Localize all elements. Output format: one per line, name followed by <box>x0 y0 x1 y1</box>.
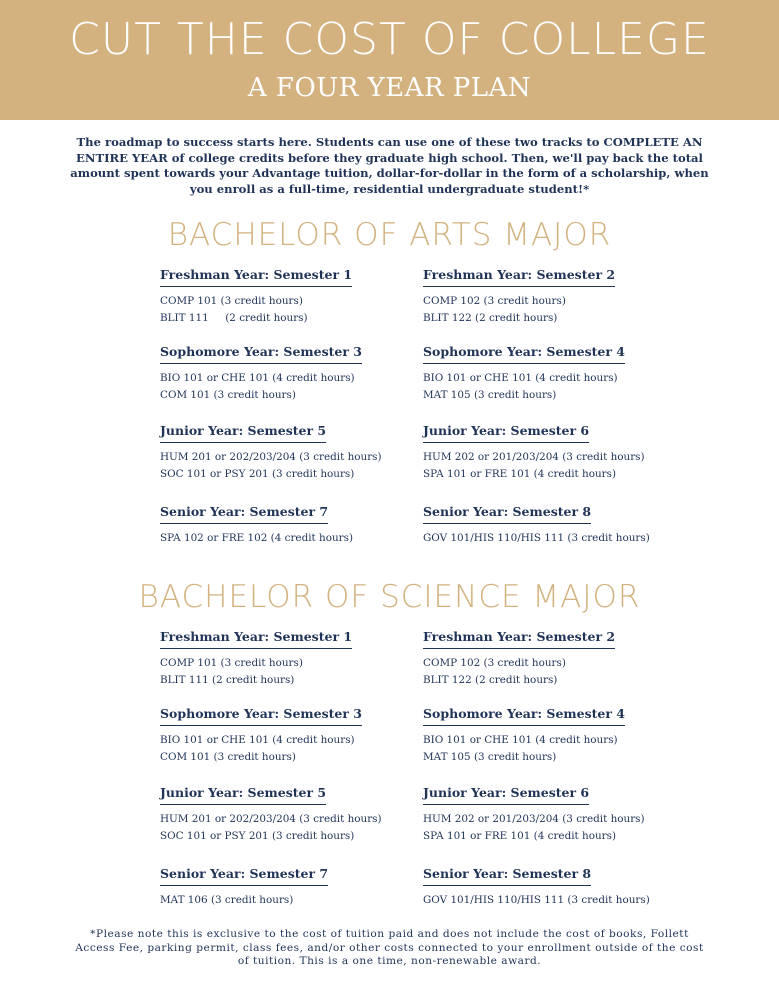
course-line: HUM 202 or 201/203/204 (3 credit hours) <box>423 451 645 463</box>
course-line: COM 101 (3 credit hours) <box>160 389 296 401</box>
course-line: COMP 102 (3 credit hours) <box>423 295 566 307</box>
course-line: COMP 101 (3 credit hours) <box>160 657 303 669</box>
course-line: SPA 101 or FRE 101 (4 credit hours) <box>423 830 617 842</box>
course-line: BLIT 111 (2 credit hours) <box>160 674 295 686</box>
science-major-heading: BACHELOR OF SCIENCE MAJOR <box>138 579 641 615</box>
arts-semester-3 <box>160 341 420 402</box>
semester-heading: Junior Year: Semester 5 <box>160 785 326 805</box>
course-line: MAT 106 (3 credit hours) <box>160 894 294 906</box>
course-line: COM 101 (3 credit hours) <box>160 751 296 763</box>
semester-heading: Sophomore Year: Semester 3 <box>160 706 362 726</box>
footnote: *Please note this is exclusive to the cost of tuition paid and does not include the cost of books, Follett Access Fee, parking permit, class fees, and/or other costs connected to your enrollment outside of the cost of tuition. This is a one time, non-renewable award. <box>75 928 704 967</box>
course-line: SPA 102 or FRE 102 (4 credit hours) <box>160 532 354 544</box>
semester-heading: Sophomore Year: Semester 4 <box>423 344 625 364</box>
course-line: BIO 101 or CHE 101 (4 credit hours) <box>160 372 355 384</box>
semester-heading: Sophomore Year: Semester 3 <box>160 344 362 364</box>
arts-semester-1 <box>160 264 420 325</box>
course-line: MAT 105 (3 credit hours) <box>423 751 557 763</box>
course-line: BLIT 122 (2 credit hours) <box>423 674 558 686</box>
semester-heading: Senior Year: Semester 8 <box>423 504 591 524</box>
arts-semester-4 <box>423 341 683 402</box>
course-line: SPA 101 or FRE 101 (4 credit hours) <box>423 468 617 480</box>
semester-heading: Freshman Year: Semester 2 <box>423 267 615 287</box>
course-line: COMP 101 (3 credit hours) <box>160 295 303 307</box>
arts-semester-6 <box>423 420 683 481</box>
semester-heading: Freshman Year: Semester 2 <box>423 629 615 649</box>
arts-semester-8 <box>423 501 683 545</box>
course-line: BIO 101 or CHE 101 (4 credit hours) <box>423 734 618 746</box>
arts-semester-2 <box>423 264 683 325</box>
course-line: BIO 101 or CHE 101 (4 credit hours) <box>160 734 355 746</box>
science-semester-2 <box>423 626 683 687</box>
course-line: GOV 101/HIS 110/HIS 111 (3 credit hours) <box>423 894 650 906</box>
course-line: HUM 201 or 202/203/204 (3 credit hours) <box>160 813 382 825</box>
course-line: GOV 101/HIS 110/HIS 111 (3 credit hours) <box>423 532 650 544</box>
science-semester-8 <box>423 863 683 907</box>
semester-heading: Senior Year: Semester 7 <box>160 866 328 886</box>
course-line: SOC 101 or PSY 201 (3 credit hours) <box>160 830 355 842</box>
science-semester-3 <box>160 703 420 764</box>
semester-heading: Sophomore Year: Semester 4 <box>423 706 625 726</box>
page-title: CUT THE COST OF COLLEGE <box>69 14 710 65</box>
semester-heading: Senior Year: Semester 8 <box>423 866 591 886</box>
page-subtitle: A FOUR YEAR PLAN <box>247 73 532 103</box>
semester-heading: Junior Year: Semester 6 <box>423 423 589 443</box>
arts-semester-7 <box>160 501 420 545</box>
science-semester-6 <box>423 782 683 843</box>
science-semester-1 <box>160 626 420 687</box>
semester-heading: Freshman Year: Semester 1 <box>160 267 352 287</box>
course-line: COMP 102 (3 credit hours) <box>423 657 566 669</box>
semester-heading: Junior Year: Semester 5 <box>160 423 326 443</box>
course-line: SOC 101 or PSY 201 (3 credit hours) <box>160 468 355 480</box>
semester-heading: Freshman Year: Semester 1 <box>160 629 352 649</box>
course-line: BIO 101 or CHE 101 (4 credit hours) <box>423 372 618 384</box>
course-line: MAT 105 (3 credit hours) <box>423 389 557 401</box>
course-line: HUM 202 or 201/203/204 (3 credit hours) <box>423 813 645 825</box>
science-semester-4 <box>423 703 683 764</box>
science-semester-7 <box>160 863 420 907</box>
science-semester-5 <box>160 782 420 843</box>
course-line: BLIT 122 (2 credit hours) <box>423 312 558 324</box>
arts-semester-5 <box>160 420 420 481</box>
arts-major-heading: BACHELOR OF ARTS MAJOR <box>167 217 612 253</box>
semester-heading: Junior Year: Semester 6 <box>423 785 589 805</box>
course-line: BLIT 111 (2 credit hours) <box>160 312 308 324</box>
intro-paragraph: The roadmap to success starts here. Students can use one of these two tracks to COMPLETE AN ENTIRE YEAR of college credits before they graduate high school. Then, we'll pay back the total amount spent towards your Advantage tuition, dollar-for-dollar in the form of a scholarship, when you enroll as a full-time, residential undergraduate student!* <box>70 135 709 196</box>
semester-heading: Senior Year: Semester 7 <box>160 504 328 524</box>
header-banner <box>0 0 779 120</box>
course-line: HUM 201 or 202/203/204 (3 credit hours) <box>160 451 382 463</box>
